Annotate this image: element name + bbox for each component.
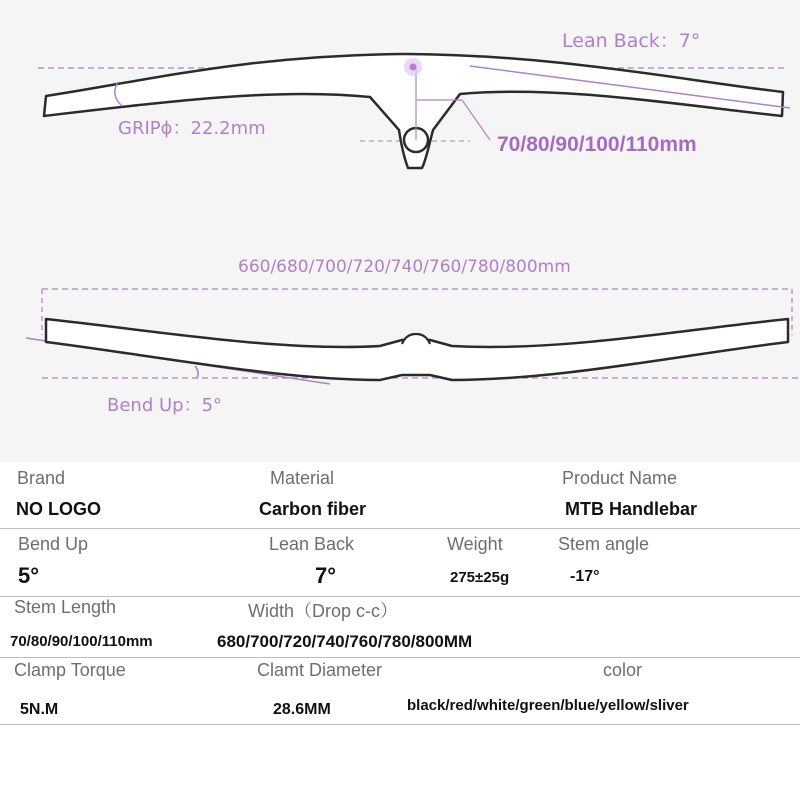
clamp-torque-value: 5N.M (20, 701, 59, 718)
clamp-torque-header: Clamp Torque (14, 660, 126, 680)
width-value: 680/700/720/740/760/780/800MM (217, 632, 473, 651)
stem-angle-header: Stem angle (558, 534, 650, 554)
grip-label: GRIPϕ：22.2mm (118, 118, 266, 139)
weight-header: Weight (447, 534, 503, 554)
clamp-top-bump (402, 334, 430, 344)
stem-length-pointer (462, 100, 490, 140)
bend-up-value: 5° (18, 563, 40, 588)
clamp-diameter-value: 28.6MM (273, 701, 331, 718)
stem-length-label: 70/80/90/100/110mm (497, 133, 697, 156)
color-value: black/red/white/green/blue/yellow/sliver (407, 697, 689, 714)
row-divider-1 (0, 528, 800, 529)
brand-header: Brand (17, 468, 66, 488)
product-name-value: MTB Handlebar (565, 499, 698, 519)
lean-back-label: Lean Back：7° (562, 30, 701, 52)
spec-table (0, 462, 800, 800)
stem-length-value: 70/80/90/100/110mm (10, 633, 153, 650)
stem-angle-value: -17° (570, 568, 600, 585)
bend-up-header: Bend Up (18, 534, 89, 554)
row-divider-4 (0, 724, 800, 725)
bend-up-label: Bend Up：5° (107, 395, 223, 416)
lean-back-header: Lean Back (269, 534, 355, 554)
brand-value: NO LOGO (16, 499, 101, 519)
clamp-diameter-header: Clamt Diameter (257, 660, 383, 680)
material-value: Carbon fiber (259, 499, 367, 519)
color-header: color (603, 660, 643, 680)
center-dot (410, 64, 417, 71)
width-label: 660/680/700/720/740/760/780/800mm (238, 257, 571, 277)
handlebar-front-profile (46, 319, 788, 380)
material-header: Material (270, 468, 335, 488)
weight-value: 275±25g (450, 569, 510, 586)
lean-back-value: 7° (315, 563, 337, 588)
bend-up-arc (195, 366, 198, 378)
row-divider-3 (0, 657, 800, 658)
product-name-header: Product Name (562, 468, 678, 488)
row-divider-2 (0, 596, 800, 597)
width-header: Width（Drop c-c） (248, 601, 399, 621)
stem-length-header: Stem Length (14, 597, 117, 617)
